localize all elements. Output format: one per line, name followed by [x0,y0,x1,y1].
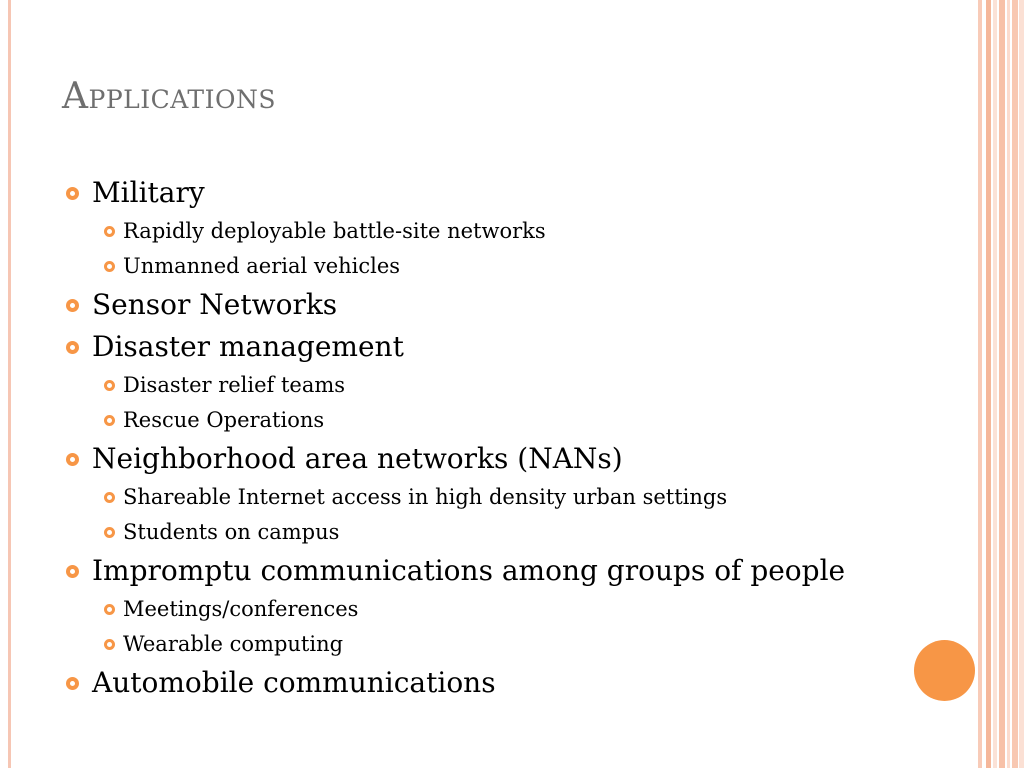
bullet-circle-icon [104,226,115,237]
bullet-text: Automobile communications [92,666,496,699]
bullet-item [62,662,942,704]
bullet-circle-icon [66,187,79,200]
bullet-list [62,172,942,704]
right-stripe [986,0,991,768]
sub-bullet-item [62,403,942,438]
bullet-circle-icon [66,453,79,466]
sub-bullet-text: Disaster relief teams [123,373,346,397]
right-stripe [978,0,982,768]
bullet-item [62,172,942,214]
sub-bullet-item [62,592,942,627]
bullet-circle-icon [104,415,115,426]
right-stripe [1012,0,1018,768]
bullet-circle-icon [104,261,115,272]
sub-bullet-text: Rescue Operations [123,408,325,432]
bullet-text: Military [92,176,205,209]
bullet-circle-icon [104,604,115,615]
left-border-line [8,0,11,768]
slide-title: Applications [62,76,276,117]
right-stripe [993,0,997,768]
bullet-item [62,550,942,592]
bullet-circle-icon [104,527,115,538]
bullet-text: Impromptu communications among groups of people [92,554,846,587]
bullet-circle-icon [104,492,115,503]
sub-bullet-text: Wearable computing [123,632,344,656]
sub-bullet-text: Unmanned aerial vehicles [123,254,401,278]
sub-bullet-item [62,368,942,403]
right-stripe [1019,0,1024,768]
bullet-circle-icon [66,299,79,312]
right-stripe [999,0,1005,768]
sub-bullet-text: Students on campus [123,520,340,544]
bullet-item [62,284,942,326]
decorative-circle [914,640,975,701]
sub-bullet-text: Meetings/conferences [123,597,359,621]
right-stripe [1007,0,1010,768]
sub-bullet-item [62,627,942,662]
bullet-circle-icon [104,639,115,650]
bullet-circle-icon [66,565,79,578]
bullet-text: Sensor Networks [92,288,338,321]
bullet-item [62,326,942,368]
sub-bullet-item [62,249,942,284]
bullet-circle-icon [66,341,79,354]
sub-bullet-text: Shareable Internet access in high density urban settings [123,485,728,509]
bullet-circle-icon [104,380,115,391]
bullet-circle-icon [66,677,79,690]
sub-bullet-item [62,515,942,550]
sub-bullet-item [62,480,942,515]
bullet-text: Neighborhood area networks (NANs) [92,442,623,475]
sub-bullet-text: Rapidly deployable battle-site networks [123,219,546,243]
sub-bullet-item [62,214,942,249]
bullet-item [62,438,942,480]
bullet-text: Disaster management [92,330,404,363]
